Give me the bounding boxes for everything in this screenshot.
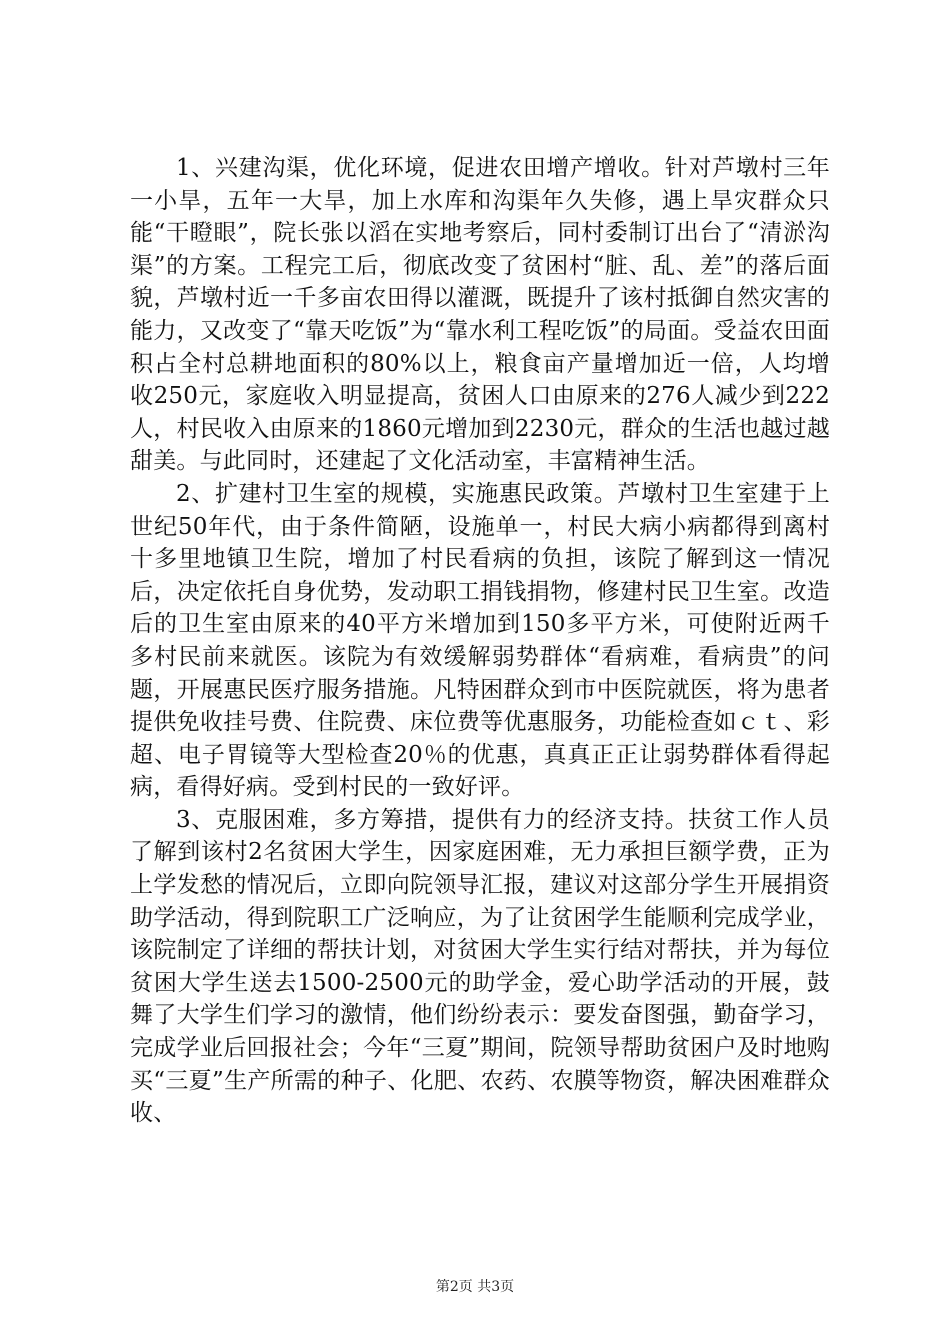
paragraph-3: 3、克服困难，多方筹措，提供有力的经济支持。扶贫工作人员了解到该村2名贫困大学生，因家庭困难，无力承担巨额学费，正为上学发愁的情况后，立即向院领导汇报，建议对这部分学生开展捐资助学活动，得到院职工广泛响应，为了让贫困学生能顺利完成学业，该院制定了详细的帮扶计划，对贫困大学生实行结对帮扶，并为每位贫困大学生送去1500-2500元的助学金，爱心助学活动的开展，鼓舞了大学生们学习的激情，他们纷纷表示：要发奋图强，勤奋学习，完成学业后回报社会；今年“三夏”期间，院领导帮助贫困户及时地购买“三夏”生产所需的种子、化肥、农药、农膜等物资，解决困难群众收、 bbox=[130, 806, 830, 1127]
page-footer: 第2页 共3页 bbox=[435, 1279, 515, 1295]
document-body bbox=[130, 152, 830, 1130]
paragraph-2: 2、扩建村卫生室的规模，实施惠民政策。芦墩村卫生室建于上世纪50年代，由于条件简陋，设施单一，村民大病小病都得到离村十多里地镇卫生院，增加了村民看病的负担，该院了解到这一情况后，决定依托自身优势，发动职工捐钱捐物，修建村民卫生室。改造后的卫生室由原来的40平方米增加到150多平方米，可使附近两千多村民前来就医。该院为有效缓解弱势群体“看病难，看病贵”的问题，开展惠民医疗服务措施。凡特困群众到市中医院就医，将为患者提供免收挂号费、住院费、床位费等优惠服务，功能检查如ｃｔ、彩超、电子胃镜等大型检查20％的优惠，真真正正让弱势群体看得起病，看得好病。受到村民的一致好评。 bbox=[130, 480, 830, 801]
paragraph-1: 1、兴建沟渠，优化环境，促进农田增产增收。针对芦墩村三年一小旱，五年一大旱，加上水库和沟渠年久失修，遇上旱灾群众只能“干瞪眼”，院长张以滔在实地考察后，同村委制订出台了“清淤沟渠”的方案。工程完工后，彻底改变了贫困村“脏、乱、差”的落后面貌，芦墩村近一千多亩农田得以灌溉，既提升了该村抵御自然灾害的能力，又改变了“靠天吃饭”为“靠水利工程吃饭”的局面。受益农田面积占全村总耕地面积的80%以上，粮食亩产量增加近一倍，人均增收250元，家庭收入明显提高，贫困人口由原来的276人减少到222人，村民收入由原来的1860元增加到2230元，群众的生活也越过越甜美。与此同时，还建起了文化活动室，丰富精神生活。 bbox=[130, 155, 830, 475]
